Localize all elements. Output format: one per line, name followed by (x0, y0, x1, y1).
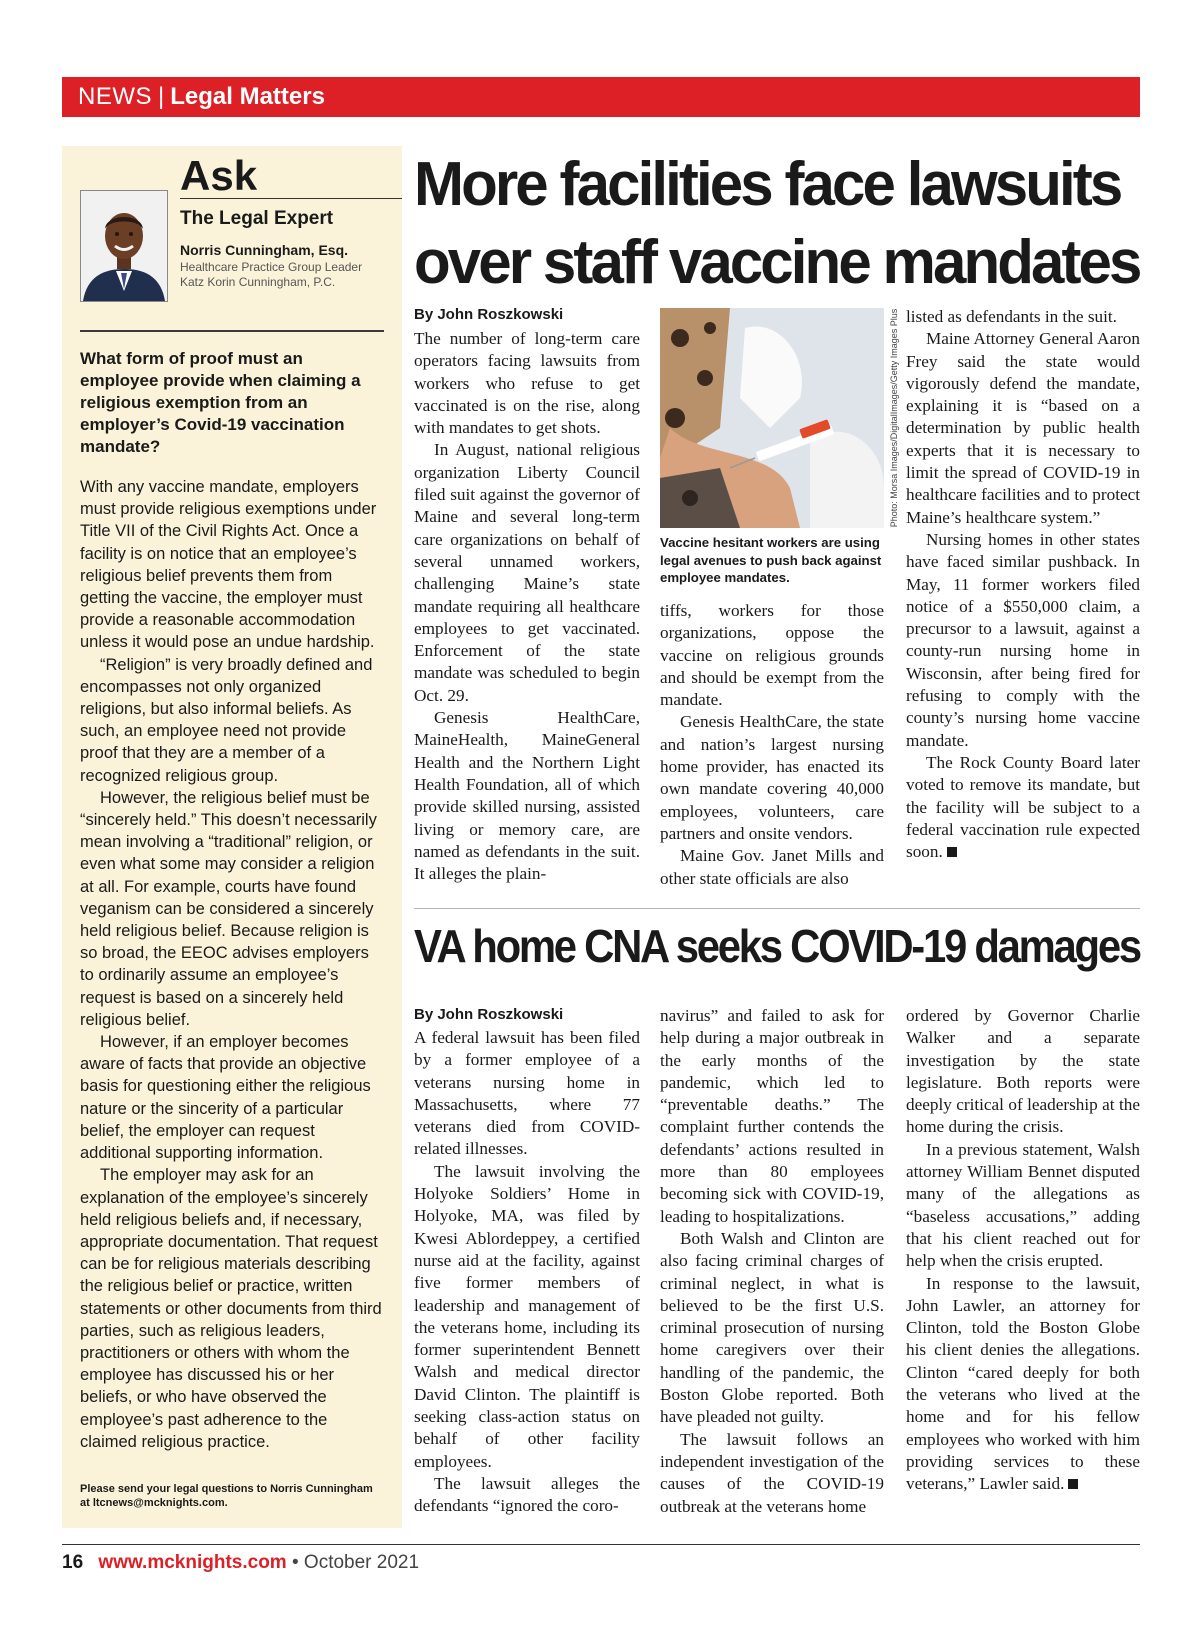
article-paragraph: The lawsuit follows an independent investigation of the causes of the COVID-19 outbreak at the veterans home (660, 1429, 884, 1516)
article1-col3 (906, 306, 1140, 863)
article1-col2 (660, 600, 884, 890)
article-divider (414, 908, 1140, 909)
article-paragraph: The lawsuit involving the Holyoke Soldiers’ Home in Holyoke, MA, was filed by Kwesi Ablordeppey, a certified nurse aid at the facility, against five former members of leadership and management of the veterans home, including its former superintendent Bennett Walsh and medical director David Clinton. The plaintiff is seeking class-action status on behalf of other facility employees. (414, 1161, 640, 1471)
article-paragraph: Genesis HealthCare, MaineHealth, MaineGeneral Health and the Northern Light Health Foundation, all of which provide skilled nursing, assisted living or memory care, are named as defendants in the suit. It alleges the plain- (414, 708, 640, 884)
ask-answer (80, 476, 384, 1453)
article2-col1 (414, 1027, 640, 1518)
answer-paragraph: “Religion” is very broadly defined and encompasses not only organized religions, but also informal beliefs. As such, an employee need not provide proof that they are a member of a recognized religious group. (80, 655, 373, 785)
article-paragraph: A federal lawsuit has been filed by a former employee of a veterans nursing home in Massachusetts, where 77 veterans died from COVID-related illnesses. (414, 1028, 640, 1159)
article2-headline: VA home CNA seeks COVID-19 damages (414, 920, 1140, 972)
headline-line: More facilities face lawsuits (414, 150, 1121, 219)
article1-headline (414, 146, 1140, 302)
page-footer (62, 1552, 419, 1574)
end-of-story-mark (1068, 1479, 1078, 1489)
article-paragraph: The lawsuit alleges the defendants “ignored the coro- (414, 1473, 640, 1516)
expert-portrait (80, 190, 168, 302)
subsection-label: Legal Matters (170, 83, 325, 110)
article-paragraph: Genesis HealthCare, the state and nation’s largest nursing home provider, has enacted its own mandate covering 40,000 employees, volunteers, care partners and onsite vendors. (660, 712, 884, 843)
article-paragraph: Maine Gov. Janet Mills and other state officials are also (660, 846, 884, 888)
article1-col1 (414, 328, 640, 885)
article-paragraph: Maine Attorney General Aaron Frey said the state would vigorously defend the mandate, explaining it is “based on a determination by public health experts that it is necessary to limit the spread of COVID-19 in healthcare facilities and to protect Maine’s healthcare system.” (906, 329, 1140, 527)
article-paragraph (906, 1273, 1140, 1496)
vaccine-photo (660, 308, 884, 528)
article-paragraph: In August, national religious organization Liberty Council filed suit against the governor of Maine and several long-term care organizations on behalf of several unnamed workers, challenging Maine’s state mandate requiring all healthcare employees to get vaccinated. Enforcement of the state mandate was scheduled to begin Oct. 29. (414, 440, 640, 705)
article-paragraph: The number of long-term care operators facing lawsuits from workers who refuse to get vaccinated is on the rise, along with mandates to get shots. (414, 329, 640, 438)
article2-col3 (906, 1005, 1140, 1496)
ask-header (80, 146, 384, 332)
answer-paragraph: However, if an employer becomes aware of facts that provide an objective basis for questioning either the religious nature or the sincerity of a particular belief, the employer can request additional supporting information. (80, 1033, 371, 1163)
article-paragraph: ordered by Governor Charlie Walker and a separate investigation by the state legislature. Both reports were deeply critical of leadership at the home during the crisis. (906, 1006, 1140, 1137)
article-paragraph-text: The Rock County Board later voted to remove its mandate, but the facility will be subject to a federal vaccination rule expected soon. (906, 752, 1140, 862)
article-paragraph: Both Walsh and Clinton are also facing criminal charges of criminal neglect, in what is believed to be the first U.S. criminal prosecution of nursing home caregivers over their handling of the pandemic, the Boston Globe reported. Both have pleaded not guilty. (660, 1228, 884, 1427)
article-paragraph: listed as defendants in the suit. (906, 307, 1117, 326)
article-paragraph-text: In response to the lawsuit, John Lawler, an attorney for Clinton, told the Boston Globe his client denies the allegations. Clinton “cared deeply for both the veterans who lived at the home and for his fellow employees who worked with him providing services to these veterans,” Lawler said. (906, 1273, 1140, 1494)
expert-title: Healthcare Practice Group Leader (180, 260, 363, 274)
headline-line: over staff vaccine mandates (414, 228, 1140, 297)
answer-paragraph: With any vaccine mandate, employers must provide religious exemptions under Title VII of the Civil Rights Act. Once a facility is on notice that an employee’s religious belief prevents them from getting the vaccine, the employer must provide a reasonable accommodation unless it would pose an undue hardship. (80, 478, 377, 652)
ask-subtitle: The Legal Expert (180, 208, 334, 229)
end-of-story-mark (947, 847, 957, 857)
photo-credit (888, 308, 900, 528)
expert-firm: Katz Korin Cunningham, P.C. (180, 275, 336, 289)
photo-caption: Vaccine hesitant workers are using legal avenues to push back against employee mandates. (660, 535, 882, 585)
footer-separator: • (291, 1552, 299, 1573)
section-separator: | (158, 83, 165, 110)
article-paragraph: tiffs, workers for those organizations, oppose the vaccine on religious grounds and should be exempt from the mandate. (660, 601, 884, 710)
footer-rule (62, 1544, 1140, 1545)
issue-date: October 2021 (303, 1552, 420, 1573)
answer-paragraph: The employer may ask for an explanation of the employee’s sincerely held religious beliefs and, if necessary, appropriate documentation. That request can be for religious materials describing the religious belief or practice, written statements or other documents from third parties, such as religious leaders, practitioners or others with whom the employee has discussed his or her beliefs, or who have observed the employee’s past adherence to the claimed religious practice. (80, 1166, 382, 1451)
page-number: 16 (62, 1552, 84, 1573)
article-paragraph: navirus” and failed to ask for help during a major outbreak in the early months of the pandemic, which led to “preventable deaths.” The complaint further contends the defendants’ actions resulted in more than 80 employees becoming sick with COVID-19, leading to hospitalizations. (660, 1006, 884, 1226)
article-paragraph: Nursing homes in other states have faced similar pushback. In May, 11 former workers filed notice of a $550,000 claim, a precursor to a lawsuit, against a county-run nursing home in Wisconsin, after being fired for refusing to comply with the county’s nursing home vaccine mandate. (906, 529, 1140, 750)
article-paragraph (906, 752, 1140, 863)
article-paragraph: In a previous statement, Walsh attorney William Bennet disputed many of the allegations as “baseless accusations,” adding that his client reached out for help when the crisis erupted. (906, 1139, 1140, 1271)
expert-name: Norris Cunningham, Esq. (180, 242, 349, 258)
article2-byline: By John Roszkowski (414, 1006, 564, 1023)
ask-title: Ask (180, 154, 402, 199)
expert-role (180, 260, 362, 290)
photo-credit-text: Photo: Morsa Images/DigitalImages/Getty Images Plus (889, 308, 899, 528)
ask-legal-expert-box (62, 146, 402, 1528)
site-link[interactable]: www.mcknights.com (98, 1552, 287, 1573)
article2-col2 (660, 1005, 884, 1518)
answer-paragraph: However, the religious belief must be “sincerely held.” This doesn’t necessarily mean involving a “traditional” religion, or even what some may consider a religion at all. For example, courts have found veganism can be considered a sincerely held religious belief. Because religion is so broad, the EEOC advises employers to ordinarily assume an employee’s request is based on a sincerely held religious belief. (80, 788, 377, 1029)
section-header (62, 77, 1140, 117)
section-label: NEWS (78, 83, 152, 110)
ask-footer-note: Please send your legal questions to Norris Cunningham at ltcnews@mcknights.com. (80, 1483, 373, 1509)
article1-byline: By John Roszkowski (414, 306, 564, 323)
ask-question: What form of proof must an employee provide when claiming a religious exemption from an employer’s Covid-19 vaccination mandate? (80, 349, 361, 456)
